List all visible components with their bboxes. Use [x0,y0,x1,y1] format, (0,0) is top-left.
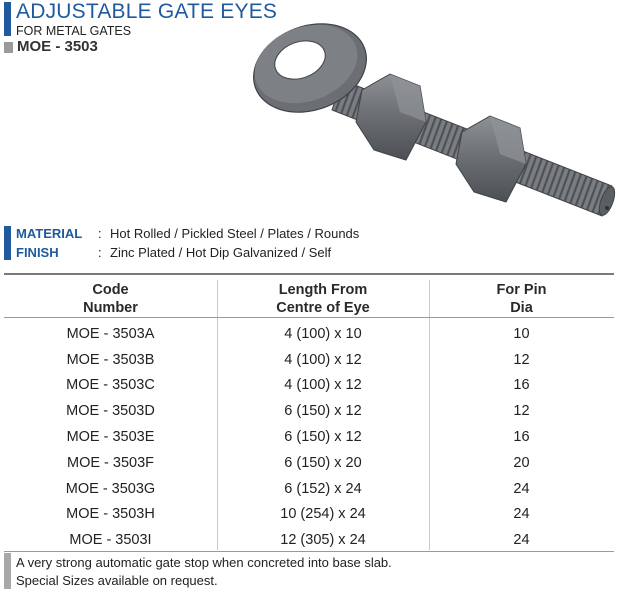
cell-code: MOE - 3503A [66,325,155,342]
cell-length: 4 (100) x 12 [284,351,362,368]
table-row [4,502,614,528]
header-code-line1: Code [92,282,129,298]
cell-pin: 16 [513,429,530,446]
cell-pin: 10 [513,325,530,342]
table-row [4,476,614,502]
cell-pin: 12 [513,403,530,420]
header-pin-line2: Dia [510,300,533,316]
note-line: Special Sizes available on request. [16,573,218,588]
cell-code: MOE - 3503E [66,429,155,446]
spec-finish-key: FINISH [16,245,59,260]
cell-code: MOE - 3503C [66,377,155,394]
title-accent-bar [4,2,11,36]
spec-finish [16,245,331,260]
table-row [4,424,614,450]
cell-length: 6 (150) x 20 [284,454,362,471]
spec-material-colon: : [98,226,102,241]
spec-material [16,226,359,241]
table-row [4,347,614,373]
page-subtitle: FOR METAL GATES [16,24,132,38]
model-number: MOE - 3503 [17,38,98,55]
table-row [4,527,614,553]
header-code [4,281,217,317]
table-top-rule [4,273,614,275]
cell-code: MOE - 3503H [66,506,155,523]
spec-accent-bar [4,226,11,260]
cell-code: MOE - 3503B [66,351,155,368]
table-row [4,450,614,476]
header-length-line1: Length From [278,282,368,298]
spec-material-key: MATERIAL [16,226,83,241]
cell-length: 10 (254) x 24 [280,506,366,523]
cell-code: MOE - 3503I [69,532,152,549]
cell-pin: 24 [513,480,530,497]
cell-code: MOE - 3503F [66,454,155,471]
header-code-line2: Number [83,300,138,316]
cell-code: MOE - 3503D [66,403,155,420]
cell-pin: 16 [513,377,530,394]
note-accent-bar [4,553,11,589]
cell-pin: 12 [513,351,530,368]
header-length [217,281,429,317]
table-bottom-rule [4,551,614,552]
header-pin [429,281,614,317]
model-marker [4,42,13,53]
gate-eye-bolt-illustration [250,10,620,232]
spec-material-value: Hot Rolled / Pickled Steel / Plates / Rounds [110,226,360,241]
cell-length: 4 (100) x 12 [284,377,362,394]
header-length-line2: Centre of Eye [276,300,370,316]
cell-length: 6 (150) x 12 [284,403,362,420]
table-body [4,321,614,553]
spec-finish-colon: : [98,245,102,260]
cell-pin: 24 [513,532,530,549]
header-pin-line1: For Pin [496,282,547,298]
cell-length: 6 (152) x 24 [284,480,362,497]
cell-pin: 20 [513,454,530,471]
table-row [4,321,614,347]
header-rule [4,317,614,318]
page-title: ADJUSTABLE GATE EYES [16,0,278,23]
table-row [4,398,614,424]
cell-length: 4 (100) x 10 [284,325,362,342]
spec-finish-value: Zinc Plated / Hot Dip Galvanized / Self [110,245,332,260]
cell-code: MOE - 3503G [65,480,156,497]
table-row [4,373,614,399]
cell-pin: 24 [513,506,530,523]
cell-length: 12 (305) x 24 [280,532,366,549]
note-line: A very strong automatic gate stop when concreted into base slab. [16,555,392,570]
cell-length: 6 (150) x 12 [284,429,362,446]
